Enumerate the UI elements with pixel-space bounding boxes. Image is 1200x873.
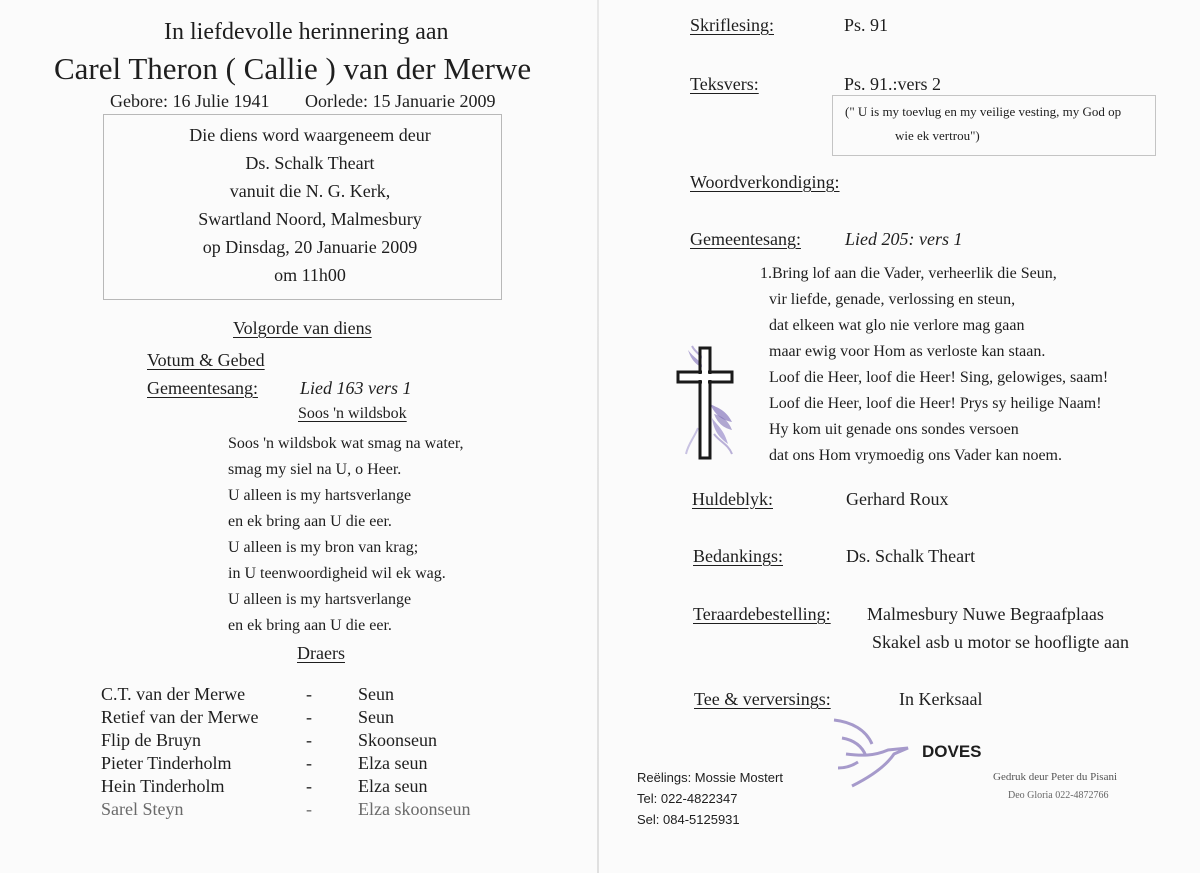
congregation-song-label: Gemeentesang:	[147, 378, 258, 398]
hymn-line: dat elkeen wat glo nie verlore mag gaan	[769, 317, 1025, 334]
deceased-name: Carel Theron ( Callie ) van der Merwe	[54, 51, 532, 86]
hymn-line: en ek bring aan U die eer.	[228, 513, 392, 530]
tea-label: Tee & verversings:	[694, 689, 831, 709]
tea-value: In Kerksaal	[899, 689, 983, 709]
verse-quote-line: (" U is my toevlug en my veilige vesting, my God op	[845, 104, 1122, 119]
bearer-relation: Elza skoonseun	[358, 799, 471, 819]
arrangements-text: Reëlings: Mossie Mostert	[637, 770, 783, 785]
hymn-line: 1.Bring lof aan die Vader, verheerlik die Seun,	[760, 265, 1057, 282]
bearer-dash: -	[306, 799, 312, 819]
hymn-line: en ek bring aan U die eer.	[228, 617, 392, 634]
bearer-name: Retief van der Merwe	[101, 707, 259, 727]
service-details	[160, 121, 460, 289]
printed-by: Gedruk deur Peter du Pisani	[993, 771, 1118, 783]
death-date: Oorlede: 15 Januarie 2009	[305, 91, 496, 111]
hymn-line: dat ons Hom vrymoedig ons Vader kan noem.	[769, 447, 1062, 464]
bearers-title: Draers	[297, 643, 345, 663]
thanks-value: Ds. Schalk Theart	[846, 546, 976, 566]
bearers-relations	[358, 683, 470, 821]
service-line: Die diens word waargeneem deur	[189, 125, 431, 145]
hymn-reference: Lied 163 vers 1	[300, 378, 412, 398]
tribute-label: Huldeblyk:	[692, 489, 773, 509]
service-line: Ds. Schalk Theart	[245, 153, 375, 173]
bearer-dash: -	[306, 684, 312, 704]
burial-label: Teraardebestelling:	[693, 604, 831, 624]
arrangements-contact	[637, 767, 783, 830]
hymn-line: Loof die Heer, loof die Heer! Prys sy heilige Naam!	[769, 395, 1102, 412]
hymn-line: U alleen is my bron van krag;	[228, 539, 419, 556]
hymn-line: smag my siel na U, o Heer.	[228, 461, 402, 478]
sermon-label: Woordverkondiging:	[690, 172, 840, 192]
hymn-line: maar ewig voor Hom as verloste kan staan.	[769, 343, 1046, 360]
reading-value: Ps. 91	[844, 15, 889, 35]
service-line: Swartland Noord, Malmesbury	[198, 209, 422, 229]
burial-note: Skakel asb u motor se hoofligte aan	[872, 632, 1129, 652]
phone-number: Tel: 022-4822347	[637, 791, 738, 806]
cell-number: Sel: 084-5125931	[637, 812, 740, 827]
bearers-names	[101, 683, 258, 821]
thanks-label: Bedankings:	[693, 546, 783, 566]
service-line: op Dinsdag, 20 Januarie 2009	[202, 237, 418, 257]
bearer-relation: Skoonseun	[358, 730, 438, 750]
bearer-relation: Seun	[358, 684, 394, 704]
bearers-dashes	[306, 683, 312, 821]
tribute-value: Gerhard Roux	[846, 489, 949, 509]
bearer-name: C.T. van der Merwe	[101, 684, 246, 704]
hymn-reference: Lied 205: vers 1	[845, 229, 963, 249]
service-line: vanuit die N. G. Kerk,	[229, 181, 391, 201]
hymn-text	[228, 431, 464, 639]
votum-gebed: Votum & Gebed	[147, 350, 265, 370]
bearer-relation: Elza seun	[358, 776, 428, 796]
cross-icon	[674, 344, 738, 462]
hymn-line: Hy kom uit genade ons sondes versoen	[769, 421, 1019, 438]
bearer-name: Pieter Tinderholm	[101, 753, 232, 773]
memorial-header: In liefdevolle herinnering aan	[164, 19, 449, 45]
text-verse-label: Teksvers:	[690, 74, 759, 94]
text-verse-value: Ps. 91.:vers 2	[844, 74, 942, 94]
congregation-song-label: Gemeentesang:	[690, 229, 801, 249]
service-line: om 11h00	[274, 265, 346, 285]
bearer-dash: -	[306, 776, 312, 796]
verse-quote-line: wie ek vertrou")	[895, 128, 980, 143]
hymn-line: vir liefde, genade, verlossing en steun,	[769, 291, 1016, 308]
hymn-line: in U teenwoordigheid wil ek wag.	[228, 565, 446, 582]
bearer-dash: -	[306, 753, 312, 773]
bearer-relation: Seun	[358, 707, 394, 727]
reading-label: Skriflesing:	[690, 15, 774, 35]
hymn-line: Soos 'n wildsbok wat smag na water,	[228, 435, 464, 452]
hymn-line: U alleen is my hartsverlange	[228, 591, 412, 608]
bearer-name: Flip de Bruyn	[101, 730, 202, 750]
bearer-dash: -	[306, 730, 312, 750]
bearer-relation: Elza seun	[358, 753, 428, 773]
brand-name: DOVES	[922, 742, 982, 761]
bearer-dash: -	[306, 707, 312, 727]
order-of-service-title: Volgorde van diens	[233, 318, 372, 338]
hymn-line: Loof die Heer, loof die Heer! Sing, gelowiges, saam!	[769, 369, 1109, 386]
hymn-text	[760, 261, 1108, 469]
bearer-name: Hein Tinderholm	[101, 776, 225, 796]
hymn-title: Soos 'n wildsbok	[298, 405, 407, 422]
birth-date: Gebore: 16 Julie 1941	[110, 91, 270, 111]
burial-value: Malmesbury Nuwe Begraafplaas	[867, 604, 1104, 624]
page-fold	[597, 0, 599, 873]
dove-icon	[832, 716, 914, 792]
printer-contact: Deo Gloria 022-4872766	[1008, 790, 1109, 801]
bearer-name: Sarel Steyn	[101, 799, 184, 819]
hymn-line: U alleen is my hartsverlange	[228, 487, 412, 504]
